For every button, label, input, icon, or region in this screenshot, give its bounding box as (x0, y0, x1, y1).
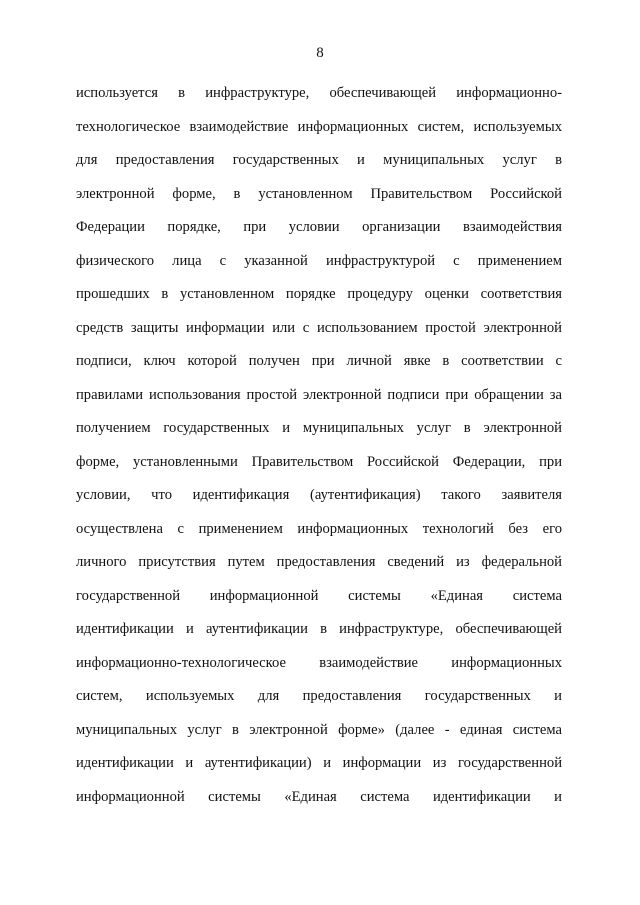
page-number: 8 (316, 45, 324, 61)
text-line: правилами использования простой электронной подписи при обращении за (76, 386, 562, 403)
text-line: для предоставления государственных и муниципальных услуг в (76, 152, 562, 168)
text-line: прошедших в установленном порядке процедуру оценки соответствия (76, 286, 562, 302)
text-line: муниципальных услуг в электронной форме» (далее - единая система (76, 721, 562, 738)
text-line: технологическое взаимодействие информационных систем, используемых (76, 118, 562, 135)
text-line: личного присутствия путем предоставления сведений из федеральной (76, 554, 562, 570)
text-line: средств защиты информации или с использованием простой электронной (76, 319, 562, 336)
text-line: электронной форме, в установленном Правительством Российской (76, 185, 562, 202)
text-line: идентификации и аутентификации в инфраструктуре, обеспечивающей (76, 621, 562, 637)
text-line: идентификации и аутентификации) и информации из государственной (76, 755, 562, 771)
text-line: систем, используемых для предоставления государственных и (76, 688, 562, 704)
text-line: условии, что идентификация (аутентификация) такого заявителя (76, 487, 562, 503)
text-line: осуществлена с применением информационных технологий без его (76, 520, 562, 537)
text-line: информационно-технологическое взаимодействие информационных (76, 654, 562, 671)
text-line: информационной системы «Единая система идентификации и (76, 788, 562, 805)
text-line: физического лица с указанной инфраструктурой с применением (76, 252, 562, 269)
text-line: используется в инфраструктуре, обеспечивающей информационно- (76, 85, 562, 101)
body-text (76, 83, 562, 820)
text-line: подписи, ключ которой получен при личной явке в соответствии с (76, 353, 562, 369)
text-line: форме, установленными Правительством Российской Федерации, при (76, 453, 562, 470)
text-line: получением государственных и муниципальных услуг в электронной (76, 420, 562, 436)
text-line: Федерации порядке, при условии организации взаимодействия (76, 219, 562, 235)
text-line: государственной информационной системы «Единая система (76, 587, 562, 604)
